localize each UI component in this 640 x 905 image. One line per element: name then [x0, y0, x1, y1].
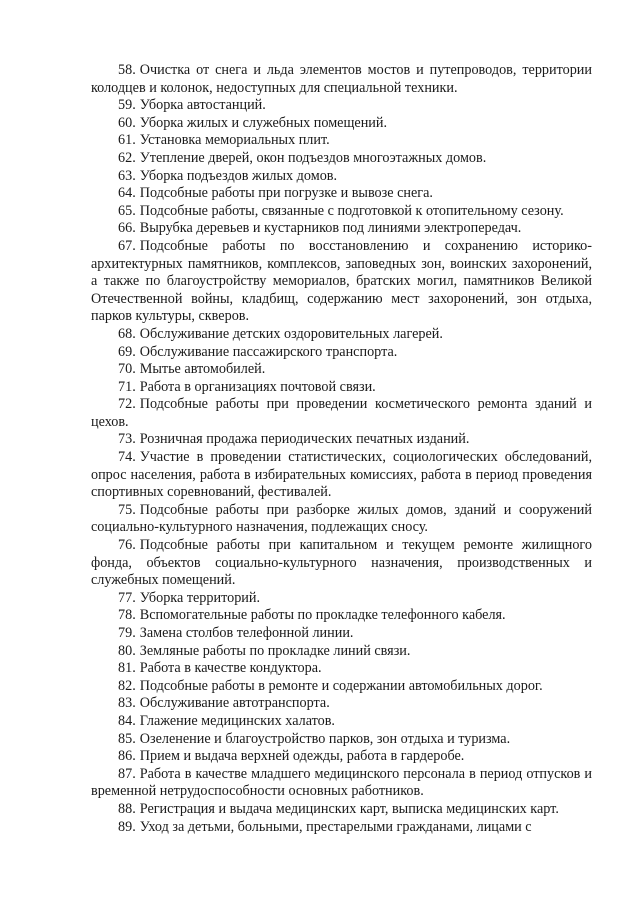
list-item: 64. Подсобные работы при погрузке и вывозе снега.	[118, 185, 433, 202]
list-item: 60. Уборка жилых и служебных помещений.	[118, 114, 388, 131]
list-item: 70. Мытье автомобилей.	[118, 361, 266, 378]
list-item: 88. Регистрация и выдача медицинских карт, выписка медицинских карт.	[118, 800, 559, 817]
list-item: 73. Розничная продажа периодических печатных изданий.	[118, 431, 470, 448]
list-item: 71. Работа в организациях почтовой связи.	[118, 378, 376, 395]
list-item: 81. Работа в качестве кондуктора.	[118, 660, 322, 677]
list-item: 62. Утепление дверей, окон подъездов многоэтажных домов.	[118, 149, 487, 166]
list-item: 83. Обслуживание автотранспорта.	[118, 695, 330, 712]
list-item: 79. Замена столбов телефонной линии.	[118, 625, 354, 641]
list-item: 59. Уборка автостанций.	[118, 97, 266, 114]
list-item: 87. Работа в качестве младшего медицинского персонала в период отпусков и временной нетрудоспособности основных работников.	[91, 765, 592, 800]
list-item: 89. Уход за детьми, больными, престарелыми гражданами, лицами с	[118, 818, 532, 835]
list-item: 63. Уборка подъездов жилых домов.	[118, 167, 338, 184]
list-item: 74. Участие в проведении статистических, социологических обследований, опрос населения, работа в избирательных комиссиях, работа в период проведения спортивных соревнований, фестивалей.	[91, 449, 592, 501]
list-item: 66. Вырубка деревьев и кустарников под линиями электропередач.	[118, 220, 522, 237]
list-item: 67. Подсобные работы по восстановлению и сохранению историко-архитектурных памятников, комплексов, заповедных зон, воинских захоронений, а также по благоустройству мемориалов, братских могил, памятников Великой Отечественной войны, кладбищ, содержанию мест захоронений, зон отдыха, парков культуры, скверов.	[91, 237, 592, 325]
list-item: 72. Подсобные работы при проведении косметического ремонта зданий и цехов.	[91, 396, 592, 430]
list-item: 58. Очистка от снега и льда элементов мостов и путепроводов, территории колодцев и колонок, недоступных для специальной техники.	[91, 62, 592, 96]
work-list	[91, 62, 592, 836]
list-item: 85. Озеленение и благоустройство парков, зон отдыха и туризма.	[118, 730, 511, 747]
list-item: 61. Установка мемориальных плит.	[118, 132, 330, 149]
list-item: 69. Обслуживание пассажирского транспорта.	[118, 343, 398, 360]
list-item: 77. Уборка территорий.	[118, 589, 261, 606]
list-item: 75. Подсобные работы при разборке жилых домов, зданий и сооружений социально-культурного назначения, подлежащих сносу.	[91, 501, 592, 536]
list-item: 84. Глажение медицинских халатов.	[118, 712, 335, 729]
list-item: 68. Обслуживание детских оздоровительных лагерей.	[118, 325, 443, 342]
list-item: 78. Вспомогательные работы по прокладке телефонного кабеля.	[118, 607, 506, 624]
list-item: 80. Земляные работы по прокладке линий связи.	[118, 642, 411, 659]
list-item: 82. Подсобные работы в ремонте и содержании автомобильных дорог.	[118, 677, 543, 694]
list-item: 76. Подсобные работы при капитальном и текущем ремонте жилищного фонда, объектов социально-культурного назначения, производственных и служебных помещений.	[91, 537, 592, 589]
list-item: 65. Подсобные работы, связанные с подготовкой к отопительному сезону.	[118, 202, 564, 219]
list-item: 86. Прием и выдача верхней одежды, работа в гардеробе.	[118, 748, 465, 765]
